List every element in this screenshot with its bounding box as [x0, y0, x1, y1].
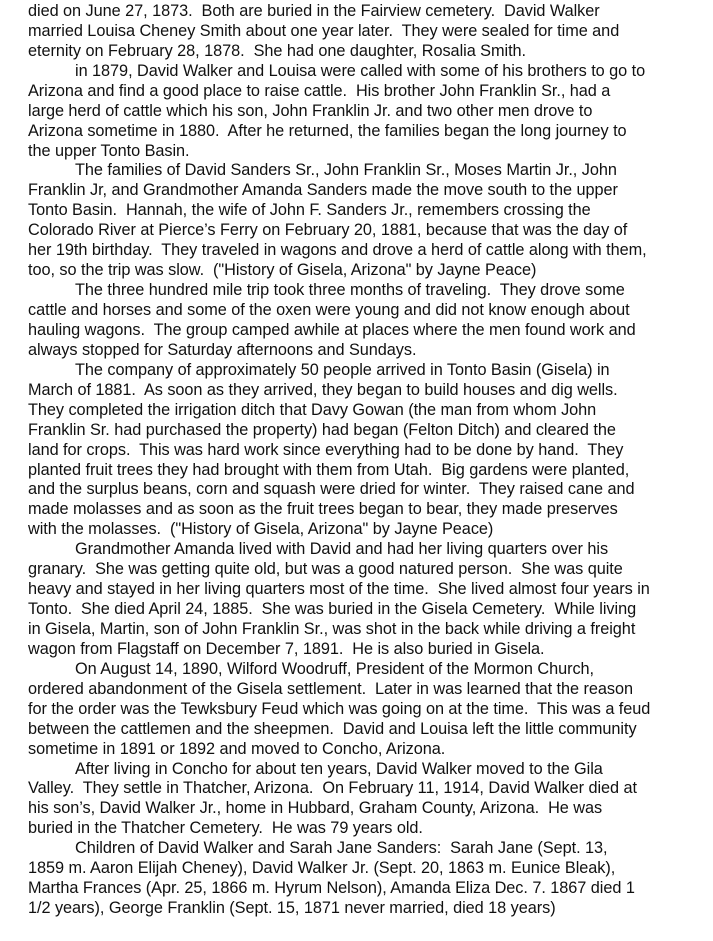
- text-line: between the cattlemen and the sheepmen. David and Louisa left the little community: [28, 719, 637, 738]
- text-line: cattle and horses and some of the oxen were young and did not know enough about: [28, 301, 630, 320]
- text-line: his son’s, David Walker Jr., home in Hubbard, Graham County, Arizona. He was: [28, 799, 603, 818]
- text-line: and the surplus beans, corn and squash were dried for winter. They raised cane and: [28, 480, 635, 499]
- text-line: Valley. They settle in Thatcher, Arizona. On February 11, 1914, David Walker died at: [28, 779, 637, 798]
- text-line: married Louisa Cheney Smith about one year later. They were sealed for time and: [28, 21, 620, 40]
- text-line: too, so the trip was slow. ("History of Gisela, Arizona" by Jayne Peace): [28, 261, 537, 280]
- text-line: Tonto. She died April 24, 1885. She was buried in the Gisela Cemetery. While living: [28, 600, 637, 619]
- paragraph-first-line: Grandmother Amanda lived with David and had her living quarters over his: [75, 540, 609, 559]
- text-line: hauling wagons. The group camped awhile at places where the men found work and: [28, 320, 636, 339]
- text-line: eternity on February 28, 1878. She had one daughter, Rosalia Smith.: [28, 41, 527, 60]
- text-line: land for crops. This was hard work since everything had to be done by hand. They: [28, 440, 624, 459]
- text-line: in Gisela, Martin, son of John Franklin Sr., was shot in the back while driving a freight: [28, 619, 636, 638]
- text-line: with the molasses. ("History of Gisela, Arizona" by Jayne Peace): [28, 520, 494, 539]
- text-line: Arizona and find a good place to raise cattle. His brother John Franklin Sr., had a: [28, 81, 611, 100]
- text-line: 1859 m. Aaron Elijah Cheney), David Walker Jr. (Sept. 20, 1863 m. Eunice Bleak),: [28, 859, 616, 878]
- text-line: granary. She was getting quite old, but was a good natured person. She was quite: [28, 560, 623, 579]
- text-line: ordered abandonment of the Gisela settlement. Later in was learned that the reason: [28, 679, 633, 698]
- text-line: They completed the irrigation ditch that Davy Gowan (the man from whom John: [28, 400, 597, 419]
- paragraph-first-line: The three hundred mile trip took three months of traveling. They drove some: [75, 281, 625, 300]
- text-line: wagon from Flagstaff on December 7, 1891. He is also buried in Gisela.: [28, 639, 545, 658]
- text-line: planted fruit trees they had brought with them from Utah. Big gardens were planted,: [28, 460, 630, 479]
- paragraph-first-line: The company of approximately 50 people arrived in Tonto Basin (Gisela) in: [75, 360, 610, 379]
- text-line: Franklin Jr, and Grandmother Amanda Sanders made the move south to the upper: [28, 181, 618, 200]
- text-line: Franklin Sr. had purchased the property) had began (Felton Ditch) and cleared the: [28, 420, 616, 439]
- paragraph-first-line: in 1879, David Walker and Louisa were called with some of his brothers to go to: [75, 61, 646, 80]
- text-line: heavy and stayed in her living quarters most of the time. She lived almost four years in: [28, 580, 650, 599]
- text-line: always stopped for Saturday afternoons and Sundays.: [28, 340, 417, 359]
- text-line: Martha Frances (Apr. 25, 1866 m. Hyrum Nelson), Amanda Eliza Dec. 7. 1867 died 1: [28, 879, 635, 898]
- text-line: 1/2 years), George Franklin (Sept. 15, 1871 never married, died 18 years): [28, 899, 556, 918]
- text-line: for the order was the Tewksbury Feud which was going on at the time. This was a feud: [28, 699, 651, 718]
- paragraph-first-line: The families of David Sanders Sr., John Franklin Sr., Moses Martin Jr., John: [75, 161, 617, 180]
- paragraph-first-line: After living in Concho for about ten years, David Walker moved to the Gila: [75, 759, 603, 778]
- paragraph-first-line: On August 14, 1890, Wilford Woodruff, President of the Mormon Church,: [75, 659, 595, 678]
- text-line: died on June 27, 1873. Both are buried in the Fairview cemetery. David Walker: [28, 2, 600, 20]
- text-line: the upper Tonto Basin.: [28, 141, 190, 160]
- text-line: buried in the Thatcher Cemetery. He was 79 years old.: [28, 819, 423, 838]
- text-line: large herd of cattle which his son, John Franklin Jr. and two other men drove to: [28, 101, 593, 120]
- paragraph-first-line: Children of David Walker and Sarah Jane Sanders: Sarah Jane (Sept. 13,: [75, 839, 608, 858]
- text-line: made molasses and as soon as the fruit trees began to bear, they made preserves: [28, 500, 618, 519]
- text-line: her 19th birthday. They traveled in wagons and drove a herd of cattle along with them,: [28, 241, 647, 260]
- text-line: sometime in 1891 or 1892 and moved to Concho, Arizona.: [28, 739, 446, 758]
- text-line: Arizona sometime in 1880. After he returned, the families began the long journey to: [28, 121, 627, 140]
- text-line: Colorado River at Pierce’s Ferry on February 20, 1881, because that was the day of: [28, 221, 628, 240]
- text-line: March of 1881. As soon as they arrived, they began to build houses and dig wells.: [28, 380, 618, 399]
- text-line: Tonto Basin. Hannah, the wife of John F. Sanders Jr., remembers crossing the: [28, 201, 591, 220]
